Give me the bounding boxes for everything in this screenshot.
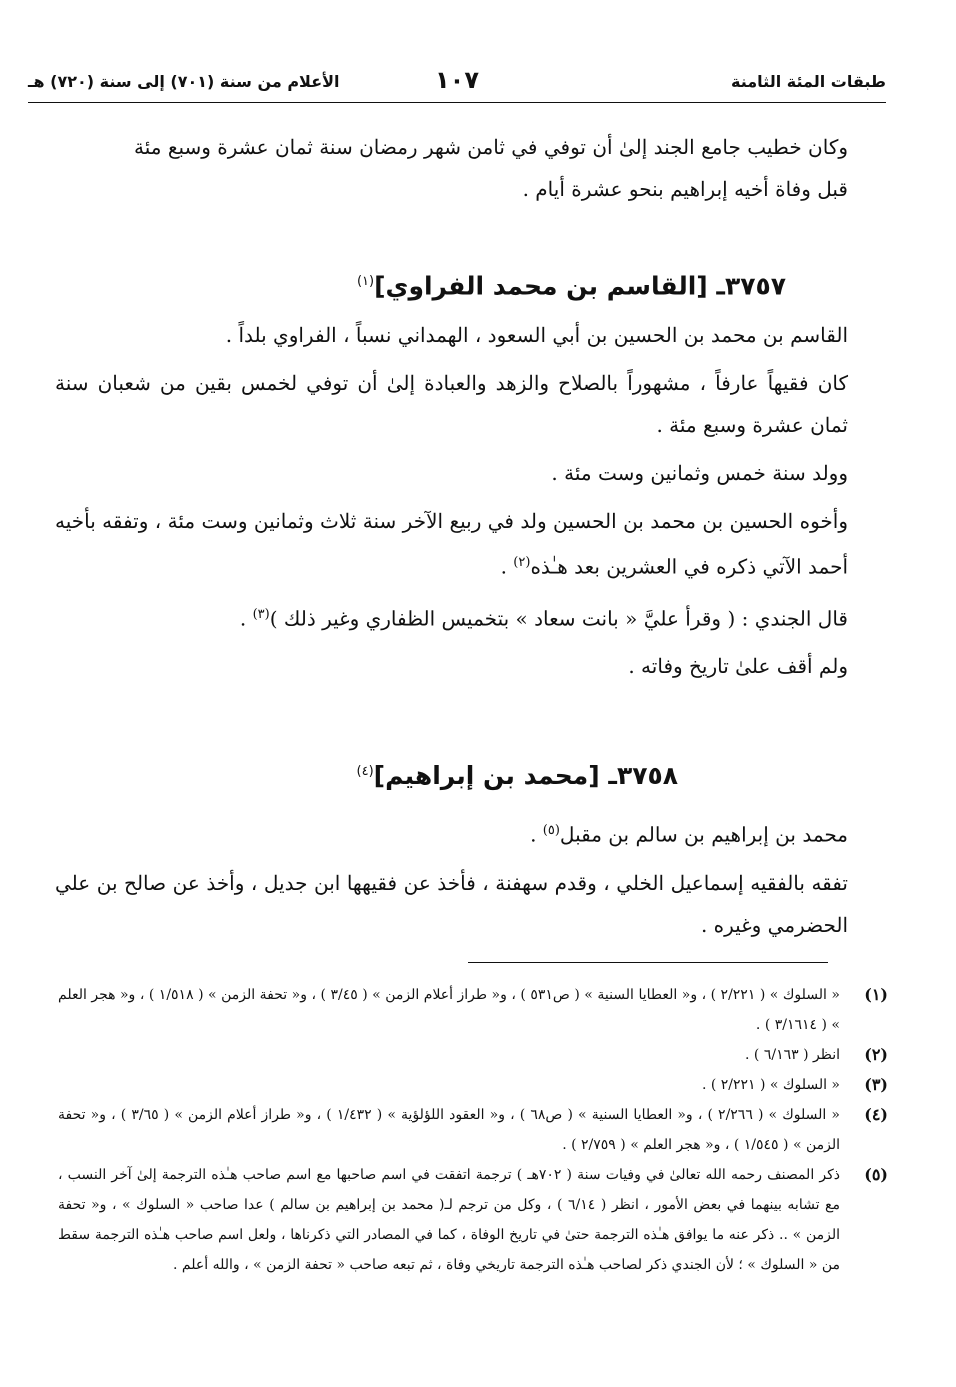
entry1-para-5-end: .: [239, 606, 253, 631]
footnote-ref-2: (٢): [513, 555, 531, 570]
entry-heading-3758: [55, 752, 848, 796]
entry1-para-4: [55, 500, 848, 588]
entry1-para-3: وولد سنة خمس وثمانين وست مئة .: [551, 461, 848, 485]
footnote-1-text: « السلوك » ( ٢/٢٢١ ) ، و« العطايا السنية » ( ص٥٣١ ) ، و« طراز أعلام الزمن » ( ٣/٤٥ ) ، و« تحفة الزمن » ( ١/٥١٨ ) ، و« هجر العلم » ( ٣/١٦١٤ ) .: [58, 987, 840, 1033]
footnote-3-number: (٣): [864, 1075, 888, 1094]
footnote-3: [58, 1070, 888, 1100]
entry-heading-3758-text: ٣٧٥٨ـ [محمد بن إبراهيم]: [373, 761, 678, 791]
page-number: ١٠٧: [435, 66, 479, 94]
footnotes: [58, 980, 888, 1280]
intro-line-1: وكان خطيب جامع الجند إلىٰ أن توفي في ثامن شهر رمضان سنة ثمان عشرة وسبع مئة: [134, 135, 848, 159]
entry-heading-3757-text: ٣٧٥٧ـ [القاسم بن محمد الفراوي]: [374, 271, 786, 301]
entry1-para-1: القاسم بن محمد بن الحسين بن أبي السعود ، الهمداني نسباً ، الفراوي بلداً .: [225, 323, 848, 347]
footnote-separator: [468, 962, 828, 963]
footnote-2-text: انظر ( ٦/١٦٣ ) .: [745, 1047, 840, 1063]
entry2-para-1: [55, 810, 848, 856]
footnote-3-text: « السلوك » ( ٢/٢٢١ ) .: [701, 1077, 840, 1093]
entry2-para-1-end: .: [530, 822, 543, 847]
entry-body-3757: [55, 314, 848, 687]
footnote-1-number: (١): [864, 985, 888, 1004]
entry1-para-5-text: قال الجندي : ( وقرأ عليَّ « بانت سعاد » بتخميس الظفاري وغير ذلك ): [269, 606, 848, 631]
entry1-para-2: كان فقيهاً عارفاً ، مشهوراً بالصلاح والزهد والعبادة إلىٰ أن توفي لخمس بقين من شعبان سنة ثمان عشرة وسبع مئة .: [55, 371, 848, 437]
running-header: [28, 66, 886, 103]
intro-line-2: قبل وفاة أخيه إبراهيم بنحو عشرة أيام .: [522, 177, 848, 201]
entry1-para-4-text: وأخوه الحسين بن محمد بن الحسين ولد في ربيع الآخر سنة ثلاث وثمانين وست مئة ، وتفقه بأخيه أحمد الآتي ذكره في العشرين بعد هـٰذه: [55, 509, 848, 579]
footnote-1: [58, 980, 888, 1040]
footnote-ref-1: (١): [356, 274, 375, 289]
footnote-4-text: « السلوك » ( ٢/٢٦٦ ) ، و« العطايا السنية » ( ص٦٨ ) ، و« العقود اللؤلؤية » ( ١/٤٣٢ ) ، و« طراز أعلام الزمن » ( ٣/٦٥ ) ، و« تحفة الزمن » ( ١/٥٤٥ ) ، و« هجر العلم » ( ٢/٧٥٩ ) .: [58, 1107, 840, 1153]
footnote-4: [58, 1100, 888, 1160]
header-section-title: طبقات المئة الثامنة: [731, 72, 886, 91]
entry-heading-3757: [55, 262, 786, 306]
footnote-2-number: (٢): [864, 1045, 888, 1064]
footnote-5-number: (٥): [864, 1165, 888, 1184]
footnote-ref-4: (٤): [356, 764, 374, 779]
footnote-5-text: ذكر المصنف رحمه الله تعالىٰ في وفيات سنة ( ٧٠٢هـ ) ترجمة اتفقت في اسم صاحبها مع اسم صاحب هـٰذه الترجمة إلىٰ آخر النسب ، مع تشابه بينهما في بعض الأمور ، انظر ( ٦/١٤ ) ، وكل من ترجم لـ( محمد بن إبراهيم بن سالم ) عدا صاحب « السلوك » ، و« تحفة الزمن » .. ذكر عنه ما يوافق هـٰذه الترجمة حتىٰ في تاريخ الوفاة ، كما في المصادر التي ذكرناها ، ولعل اسم صاحب هـٰذه الترجمة سقط من « السلوك » ؛ لأن الجندي ذكر لصاحب هـٰذه الترجمة تاريخي وفاة ، ثم تبعه صاحب « تحفة الزمن » ، والله أعلم .: [58, 1167, 840, 1273]
intro-text: [55, 126, 848, 210]
footnote-4-number: (٤): [864, 1105, 888, 1124]
footnote-5: [58, 1160, 888, 1280]
footnote-ref-3: (٣): [252, 606, 270, 622]
entry1-para-5: [55, 594, 848, 640]
entry-body-3758: [55, 810, 848, 946]
footnote-ref-5: (٥): [542, 823, 560, 838]
entry1-para-6: ولم أقف علىٰ تاريخ وفاته .: [628, 654, 848, 679]
entry2-para-1-text: محمد بن إبراهيم بن سالم بن مقبل: [559, 822, 848, 847]
header-range-title: الأعلام من سنة (٧٠١) إلى سنة (٧٢٠) هـ: [28, 72, 340, 91]
entry1-para-4-end: .: [500, 554, 514, 579]
footnote-2: [58, 1040, 888, 1070]
entry2-para-2: تفقه بالفقيه إسماعيل الخلي ، وقدم سهفنة ، فأخذ عن فقيهها ابن جديل ، وأخذ عن صالح بن علي الحضرمي وغيره .: [55, 870, 848, 937]
